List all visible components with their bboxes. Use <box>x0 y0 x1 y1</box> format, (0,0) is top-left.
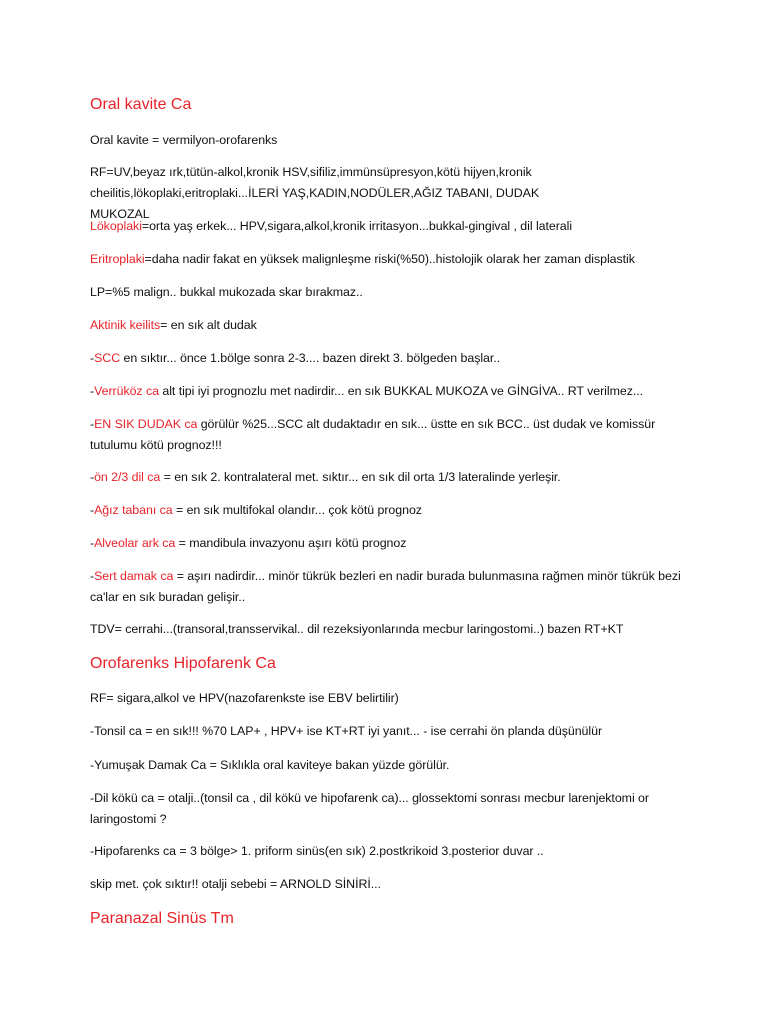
paragraph: RF= sigara,alkol ve HPV(nazofarenkste ise EBV belirtilir) <box>90 691 399 705</box>
term-lokoplaki: Lökoplaki <box>90 219 142 233</box>
paragraph-dudak-ca <box>90 414 665 456</box>
paragraph: -Yumuşak Damak Ca = Sıklıkla oral kaviteye bakan yüzde görülür. <box>90 758 450 772</box>
paragraph-verrukoz <box>90 381 750 402</box>
paragraph: -Hipofarenks ca = 3 bölge> 1. priform sinüs(en sık) 2.postkrikoid 3.posterior duvar .. <box>90 844 544 858</box>
paragraph-text: =orta yaş erkek... HPV,sigara,alkol,kronik irritasyon...bukkal-gingival , dil laterali <box>141 219 573 233</box>
dash: - <box>90 536 95 550</box>
paragraph-text: görülür %25...SCC alt dudaktadır en sık... üstte en sık BCC.. üst dudak ve komissür tutulumu kötü prognoz!!! <box>90 417 656 452</box>
term-aktinik-keilits: Aktinik keilits <box>90 318 161 332</box>
paragraph-dil-ca <box>90 467 750 488</box>
section-heading-orofarenks: Orofarenks Hipofarenk Ca <box>90 655 276 672</box>
section-heading-oral-kavite: Oral kavite Ca <box>90 96 192 113</box>
term-sert-damak-ca: Sert damak ca <box>94 569 174 583</box>
dash: - <box>90 384 95 398</box>
paragraph-aktinik-keilits <box>90 315 750 336</box>
term-agiz-tabani-ca: Ağız tabanı ca <box>94 503 173 517</box>
paragraph-text: =daha nadir fakat en yüksek malignleşme riski(%50)..histolojik olarak her zaman displastik <box>144 252 635 266</box>
paragraph-text: en sıktır... önce 1.bölge sonra 2-3.... bazen direkt 3. bölgeden başlar.. <box>120 351 501 365</box>
term-en-sik-dudak-ca: EN SIK DUDAK ca <box>94 417 198 431</box>
paragraph-lokoplaki <box>90 216 750 237</box>
paragraph: skip met. çok sıktır!! otalji sebebi = ARNOLD SİNİRİ... <box>90 877 381 891</box>
paragraph-text: = en sık 2. kontralateral met. sıktır... en sık dil orta 1/3 lateralinde yerleşir. <box>160 470 561 484</box>
paragraph-sert-damak <box>90 566 692 608</box>
dash: - <box>90 470 95 484</box>
term-alveolar-ark-ca: Alveolar ark ca <box>94 536 176 550</box>
paragraph-agiz-tabani <box>90 500 750 521</box>
paragraph-text: = mandibula invazyonu aşırı kötü prognoz <box>175 536 407 550</box>
paragraph-text: = aşırı nadirdir... minör tükrük bezleri en nadir burada bulunmasına rağmen minör tükrük bezi ca'lar en sık buradan gelişir.. <box>90 569 681 604</box>
term-verrukoz-ca: Verrüköz ca <box>94 384 159 398</box>
paragraph: -Tonsil ca = en sık!!! %70 LAP+ , HPV+ ise KT+RT iyi yanıt... - ise cerrahi ön planda düşünülür <box>90 724 603 738</box>
paragraph: Oral kavite = vermilyon-orofarenks <box>90 133 278 147</box>
term-eritroplaki: Eritroplaki <box>90 252 145 266</box>
paragraph-text: = en sık alt dudak <box>160 318 257 332</box>
dash: - <box>90 417 95 431</box>
paragraph-eritroplaki <box>90 249 750 270</box>
paragraph: -Dil kökü ca = otalji..(tonsil ca , dil kökü ve hipofarenk ca)... glossektomi sonrası mecbur larenjektomi or laringostomi ? <box>90 791 649 826</box>
paragraph-text: = en sık multifokal olandır... çok kötü prognoz <box>172 503 422 517</box>
paragraph-text: alt tipi iyi prognozlu met nadirdir... en sık BUKKAL MUKOZA ve GİNGİVA.. RT verilmez... <box>158 384 644 398</box>
paragraph: LP=%5 malign.. bukkal mukozada skar bırakmaz.. <box>90 285 363 299</box>
paragraph-tdv: TDV= cerrahi...(transoral,transservikal.. dil rezeksiyonlarında mecbur laringostomi..) bazen RT+KT <box>90 622 624 636</box>
paragraph-scc <box>90 348 750 369</box>
term-scc: SCC <box>94 351 121 365</box>
term-on-dil-ca: ön 2/3 dil ca <box>94 470 161 484</box>
paragraph-risk-factors: RF=UV,beyaz ırk,tütün-alkol,kronik HSV,sifiliz,immünsüpresyon,kötü hijyen,kronik cheilitis,lökoplaki,eritroplaki...İLERİ YAŞ,KADIN,NODÜLER,AĞIZ TABANI, DUDAK MUKOZAL <box>90 165 540 221</box>
paragraph-alveolar <box>90 533 750 554</box>
section-heading-paranazal: Paranazal Sinüs Tm <box>90 910 234 927</box>
dash: - <box>90 503 95 517</box>
dash: - <box>90 351 95 365</box>
dash: - <box>90 569 95 583</box>
